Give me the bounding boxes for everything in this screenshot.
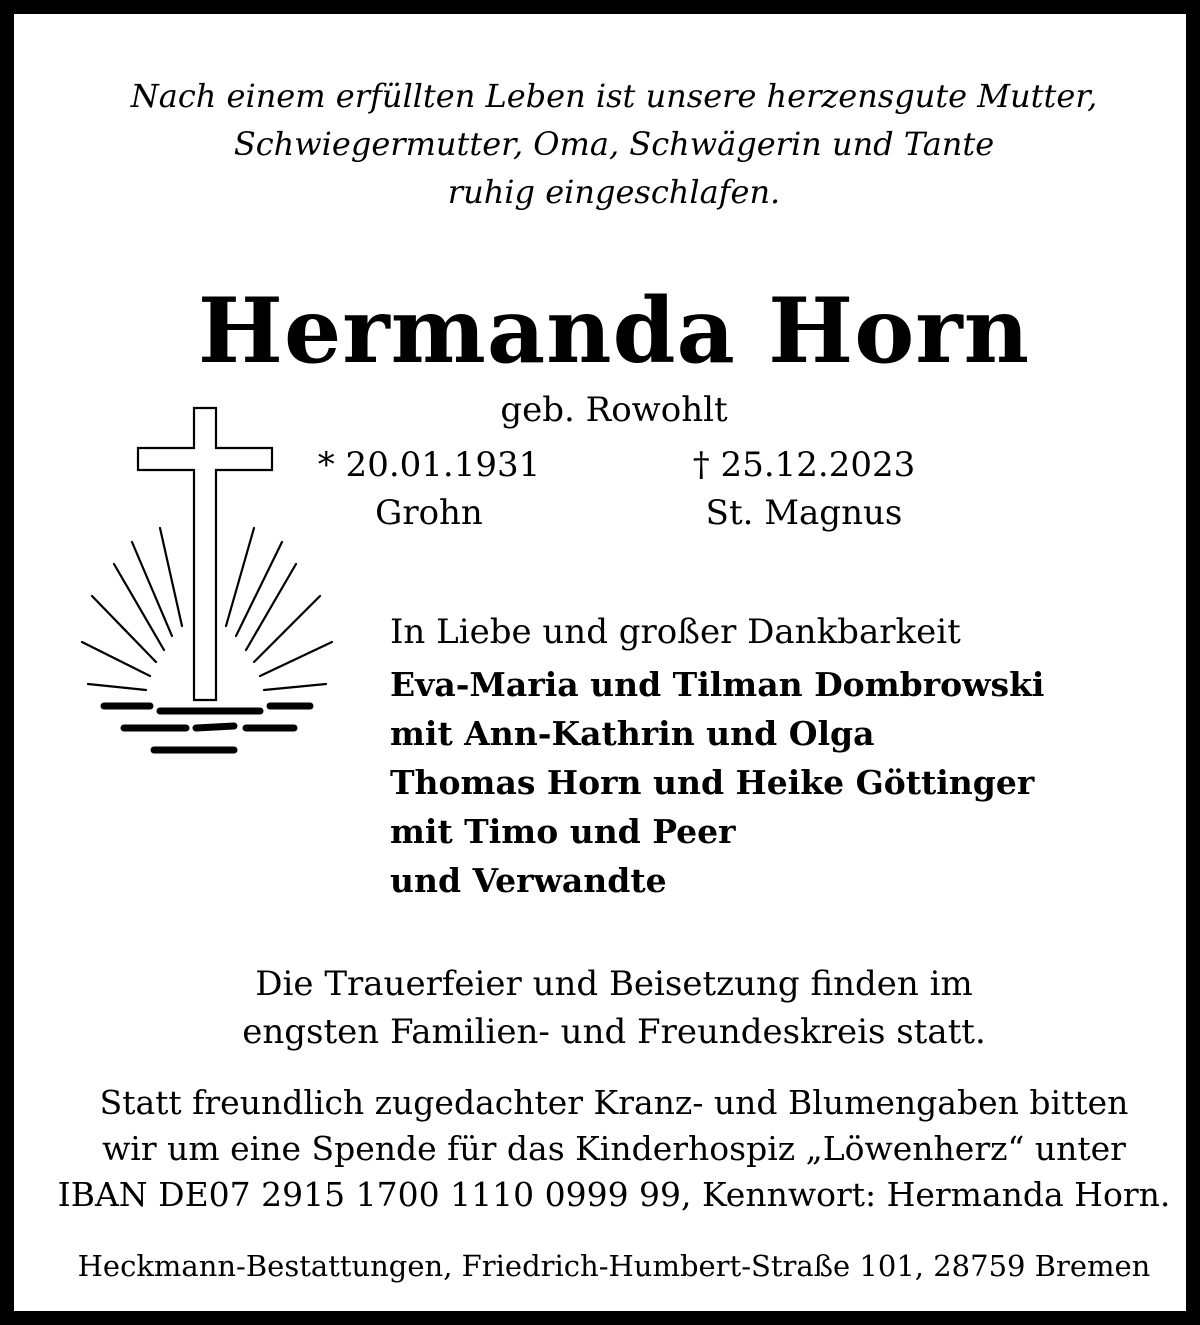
mourner-line: Thomas Horn und Heike Göttinger — [390, 763, 1035, 802]
mourners-list — [390, 660, 1044, 905]
donation-notice — [14, 1080, 1200, 1218]
birth-date: * 20.01.1931 — [317, 445, 541, 485]
intro-text — [14, 72, 1200, 216]
donation-line: IBAN DE07 2915 1700 1110 0999 99, Kennwort: Hermanda Horn. — [57, 1175, 1171, 1214]
ceremony-notice — [14, 960, 1200, 1056]
closing-intro: In Liebe und großer Dankbarkeit — [390, 612, 961, 652]
intro-line: Nach einem erfüllten Leben ist unsere herzensgute Mutter, — [130, 77, 1098, 115]
deceased-name: Hermanda Horn — [197, 278, 1031, 384]
mourner-line: und Verwandte — [390, 861, 667, 900]
mourner-line: Eva-Maria und Tilman Dombrowski — [390, 665, 1045, 704]
ceremony-line: engsten Familien- und Freundeskreis statt. — [242, 1012, 986, 1052]
death-place: St. Magnus — [705, 493, 903, 533]
birth-name: geb. Rowohlt — [500, 390, 728, 430]
donation-line: Statt freundlich zugedachter Kranz- und Blumengaben bitten — [99, 1083, 1129, 1122]
cross-sunrise-icon — [74, 404, 354, 764]
death-date: † 25.12.2023 — [692, 445, 916, 485]
intro-line: ruhig eingeschlafen. — [447, 173, 781, 211]
intro-line: Schwiegermutter, Oma, Schwägerin und Tante — [233, 125, 995, 163]
donation-line: wir um eine Spende für das Kinderhospiz „Löwenherz“ unter — [102, 1129, 1126, 1168]
mourner-line: mit Ann-Kathrin und Olga — [390, 714, 875, 753]
ceremony-line: Die Trauerfeier und Beisetzung finden im — [255, 964, 973, 1004]
funeral-home-footer: Heckmann-Bestattungen, Friedrich-Humbert-Straße 101, 28759 Bremen — [77, 1249, 1151, 1283]
mourner-line: mit Timo und Peer — [390, 812, 736, 851]
birth-place: Grohn — [375, 493, 483, 533]
